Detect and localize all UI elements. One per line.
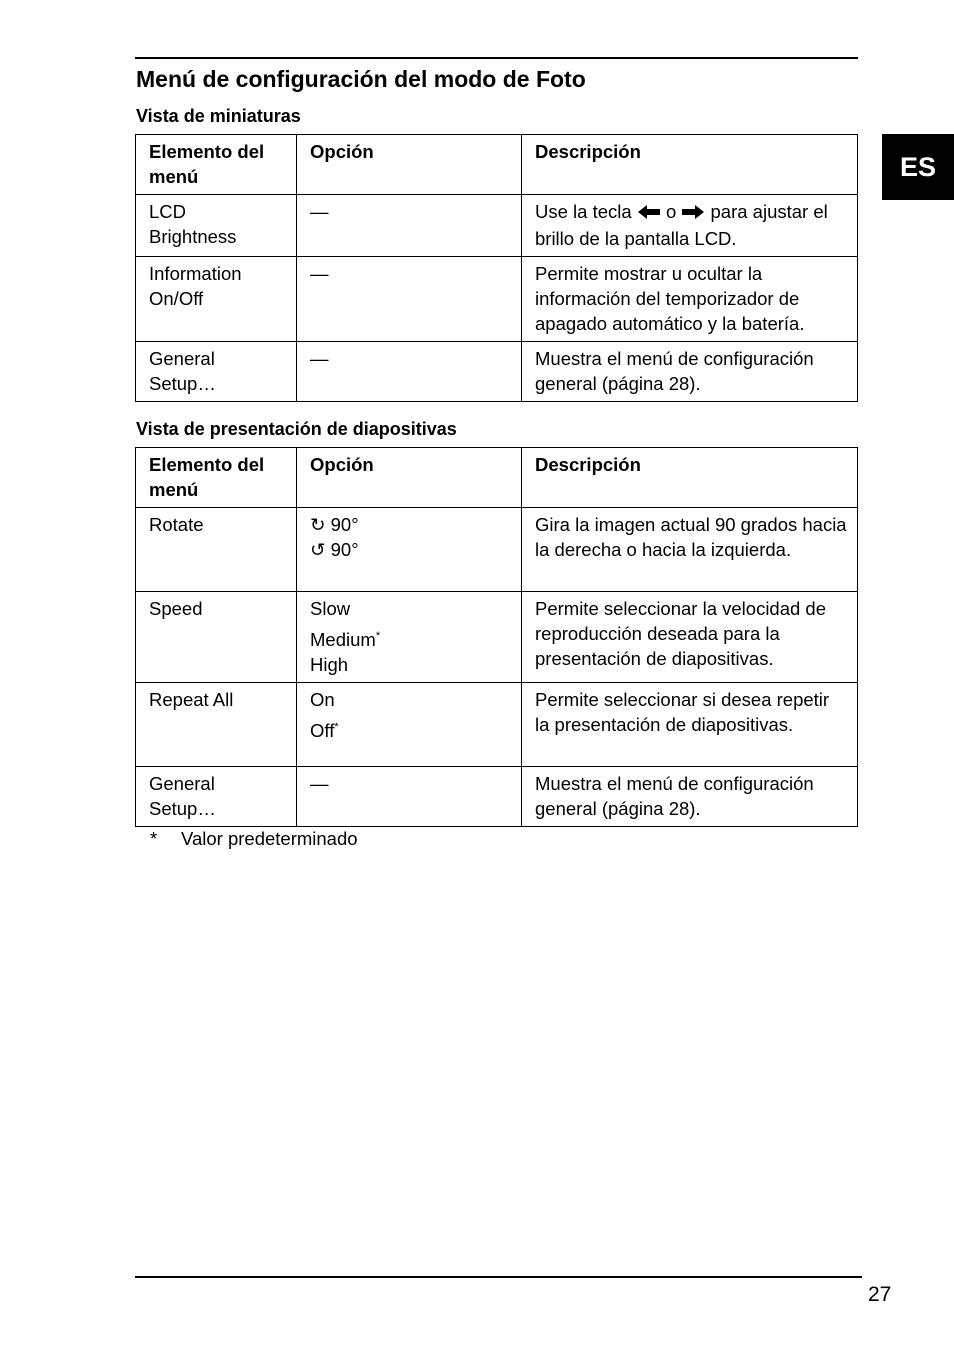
slideshow-view-heading: Vista de presentación de diapositivas [136,419,457,439]
option-cell: On Off* [297,683,522,767]
table-row [136,195,858,257]
table-row [136,767,858,827]
footnote [150,827,358,851]
table-header-row [136,448,858,508]
rotate-right-option: ↻ 90° [310,514,359,535]
table-row [136,257,858,342]
option-cell: — [297,342,522,402]
default-marker: * [375,629,381,642]
option-cell: Slow Medium* High [297,592,522,683]
description-cell: Gira la imagen actual 90 grados hacia la derecha o hacia la izquierda. [522,508,858,592]
left-arrow-icon [637,201,661,226]
menu-item-cell: General Setup… [136,342,297,402]
header-option: Opción [297,135,522,195]
thumbnail-view-heading: Vista de miniaturas [136,106,301,126]
table-header-row [136,135,858,195]
table-row [136,683,858,767]
description-cell: Permite seleccionar la velocidad de reproducción deseada para la presentación de diapositivas. [522,592,858,683]
top-rule [135,57,858,59]
language-tab: ES [882,134,954,200]
menu-item-cell: Information On/Off [136,257,297,342]
option-cell: — [297,257,522,342]
table-row [136,508,858,592]
slideshow-view-table [135,447,858,827]
header-menu-item: Elemento del menú [136,448,297,508]
option-cell: — [297,767,522,827]
description-cell: Use la tecla o para ajustar el brillo de la pantalla LCD. [522,195,858,257]
footnote-text: Valor predeterminado [181,828,358,849]
default-marker: * [334,720,339,733]
right-arrow-icon [681,201,705,226]
header-option: Opción [297,448,522,508]
page-title: Menú de configuración del modo de Foto [136,66,586,92]
option-cell: — [297,195,522,257]
description-cell: Muestra el menú de configuración general (página 28). [522,767,858,827]
header-description: Descripción [522,448,858,508]
table-row [136,592,858,683]
rotate-left-option: ↺ 90° [310,539,359,560]
footnote-marker: * [150,828,158,849]
description-cell: Permite seleccionar si desea repetir la presentación de diapositivas. [522,683,858,767]
description-cell: Muestra el menú de configuración general (página 28). [522,342,858,402]
menu-item-cell: General Setup… [136,767,297,827]
option-cell [297,508,522,592]
menu-item-cell: Rotate [136,508,297,592]
menu-item-cell: Speed [136,592,297,683]
header-description: Descripción [522,135,858,195]
thumbnail-view-table [135,134,858,402]
header-menu-item: Elemento del menú [136,135,297,195]
menu-item-cell: Repeat All [136,683,297,767]
menu-item-cell: LCD Brightness [136,195,297,257]
bottom-rule [135,1276,862,1278]
description-cell: Permite mostrar u ocultar la información del temporizador de apagado automático y la batería. [522,257,858,342]
table-row [136,342,858,402]
page-number: 27 [868,1283,892,1306]
